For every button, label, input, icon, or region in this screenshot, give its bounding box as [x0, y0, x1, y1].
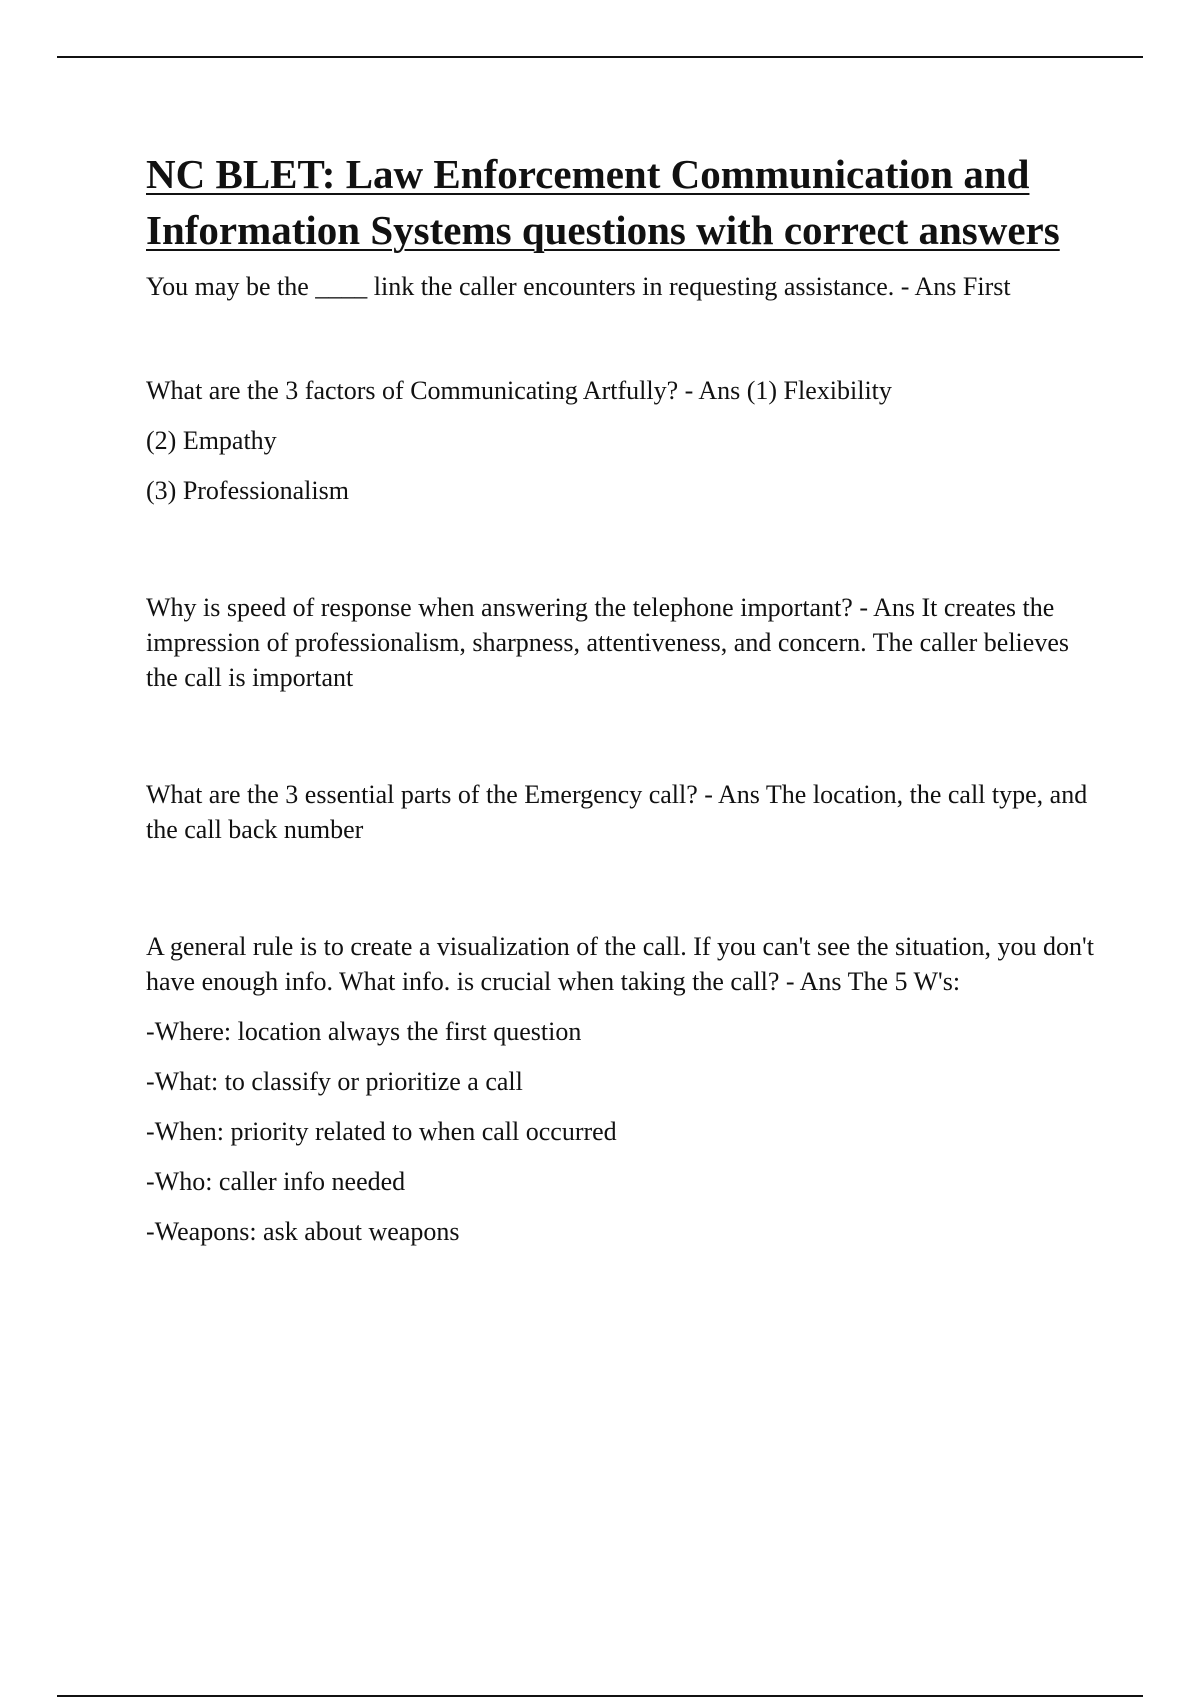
top-rule [57, 56, 1143, 58]
qa-item-text: Why is speed of response when answering the telephone important? - Ans It creates the impression of professionalism, sharpness, attentiveness, and concern. The caller believes the call is important [146, 593, 1069, 692]
qa-item-5 [146, 929, 1096, 1249]
qa-item-text: What are the 3 factors of Communicating Artfully? - Ans (1) Flexibility [146, 376, 892, 405]
qa-item-subline: -When: priority related to when call occurred [146, 1117, 617, 1146]
qa-item-1 [146, 269, 1096, 304]
qa-item-2 [146, 373, 1096, 508]
qa-item-subline: -What: to classify or prioritize a call [146, 1067, 523, 1096]
qa-item-text: What are the 3 essential parts of the Emergency call? - Ans The location, the call type, and the call back number [146, 780, 1088, 844]
qa-item-4 [146, 777, 1096, 847]
document-body [146, 146, 1096, 1249]
qa-item-subline: (3) Professionalism [146, 476, 349, 505]
qa-item-subline: -Who: caller info needed [146, 1167, 406, 1196]
qa-item-text: A general rule is to create a visualization of the call. If you can't see the situation, you don't have enough info. What info. is crucial when taking the call? - Ans The 5 W's: [146, 932, 1094, 996]
bottom-rule [57, 1695, 1143, 1697]
qa-item-3 [146, 590, 1096, 695]
qa-item-subline: (2) Empathy [146, 426, 277, 455]
qa-item-text: You may be the ____ link the caller encounters in requesting assistance. - Ans First [146, 272, 1011, 301]
qa-item-subline: -Weapons: ask about weapons [146, 1217, 460, 1246]
qa-item-subline: -Where: location always the first question [146, 1017, 582, 1046]
document-title: NC BLET: Law Enforcement Communication and Information Systems questions with correct answers [146, 151, 1060, 253]
